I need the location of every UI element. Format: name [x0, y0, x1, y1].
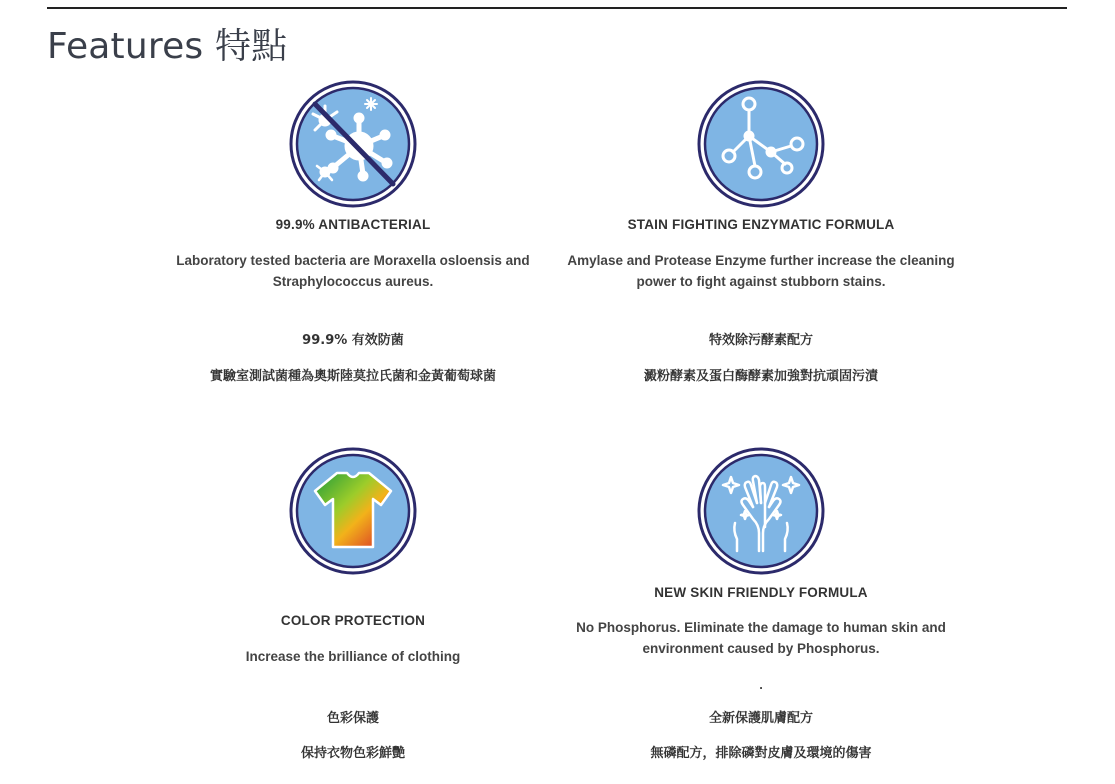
description-line: No Phosphorus. Eliminate the damage to human skin and: [576, 620, 946, 635]
description-line: Laboratory tested bacteria are Moraxella osloensis and: [176, 253, 530, 268]
feature-heading: COLOR PROTECTION: [280, 613, 426, 628]
feature-heading: 99.9% ANTIBACTERIAL: [275, 217, 431, 232]
feature-description: [561, 250, 961, 292]
page-title: Features 特點: [47, 26, 288, 67]
feature-description-zh: 實驗室測試菌種為奧斯陸莫拉氏菌和金黃葡萄球菌: [209, 369, 496, 384]
feature-description-zh: 無磷配方，排除磷對皮膚及環境的傷害: [650, 746, 872, 761]
feature-heading-zh: 特效除污酵素配方: [708, 333, 813, 348]
feature-heading: NEW SKIN FRIENDLY FORMULA: [654, 585, 868, 600]
feature-heading-zh: 色彩保護: [326, 711, 379, 726]
top-divider: [47, 7, 1067, 9]
feature-heading-zh: 全新保護肌膚配方: [708, 711, 813, 726]
description-line: environment caused by Phosphorus.: [642, 641, 880, 656]
separator-dot: .: [759, 677, 763, 692]
feature-description-zh: 澱粉酵素及蛋白酶酵素加強對抗頑固污漬: [643, 369, 878, 384]
description-line: Straphylococcus aureus.: [272, 274, 434, 289]
feature-heading-zh: 99.9% 有效防菌: [302, 333, 404, 348]
feature-heading: STAIN FIGHTING ENZYMATIC FORMULA: [627, 217, 895, 232]
feature-description: [561, 617, 961, 659]
description-line: power to fight against stubborn stains.: [636, 274, 886, 289]
skin-friendly-hands-icon: [697, 447, 825, 575]
color-tshirt-icon: [289, 447, 417, 575]
feature-description: [153, 646, 553, 667]
feature-description-zh: 保持衣物色彩鮮艷: [300, 746, 405, 761]
description-line: Increase the brilliance of clothing: [245, 649, 461, 664]
feature-description: [153, 250, 553, 292]
antibacterial-icon: [289, 80, 417, 208]
description-line: Amylase and Protease Enzyme further increase the cleaning: [567, 253, 955, 268]
enzyme-molecule-icon: [697, 80, 825, 208]
